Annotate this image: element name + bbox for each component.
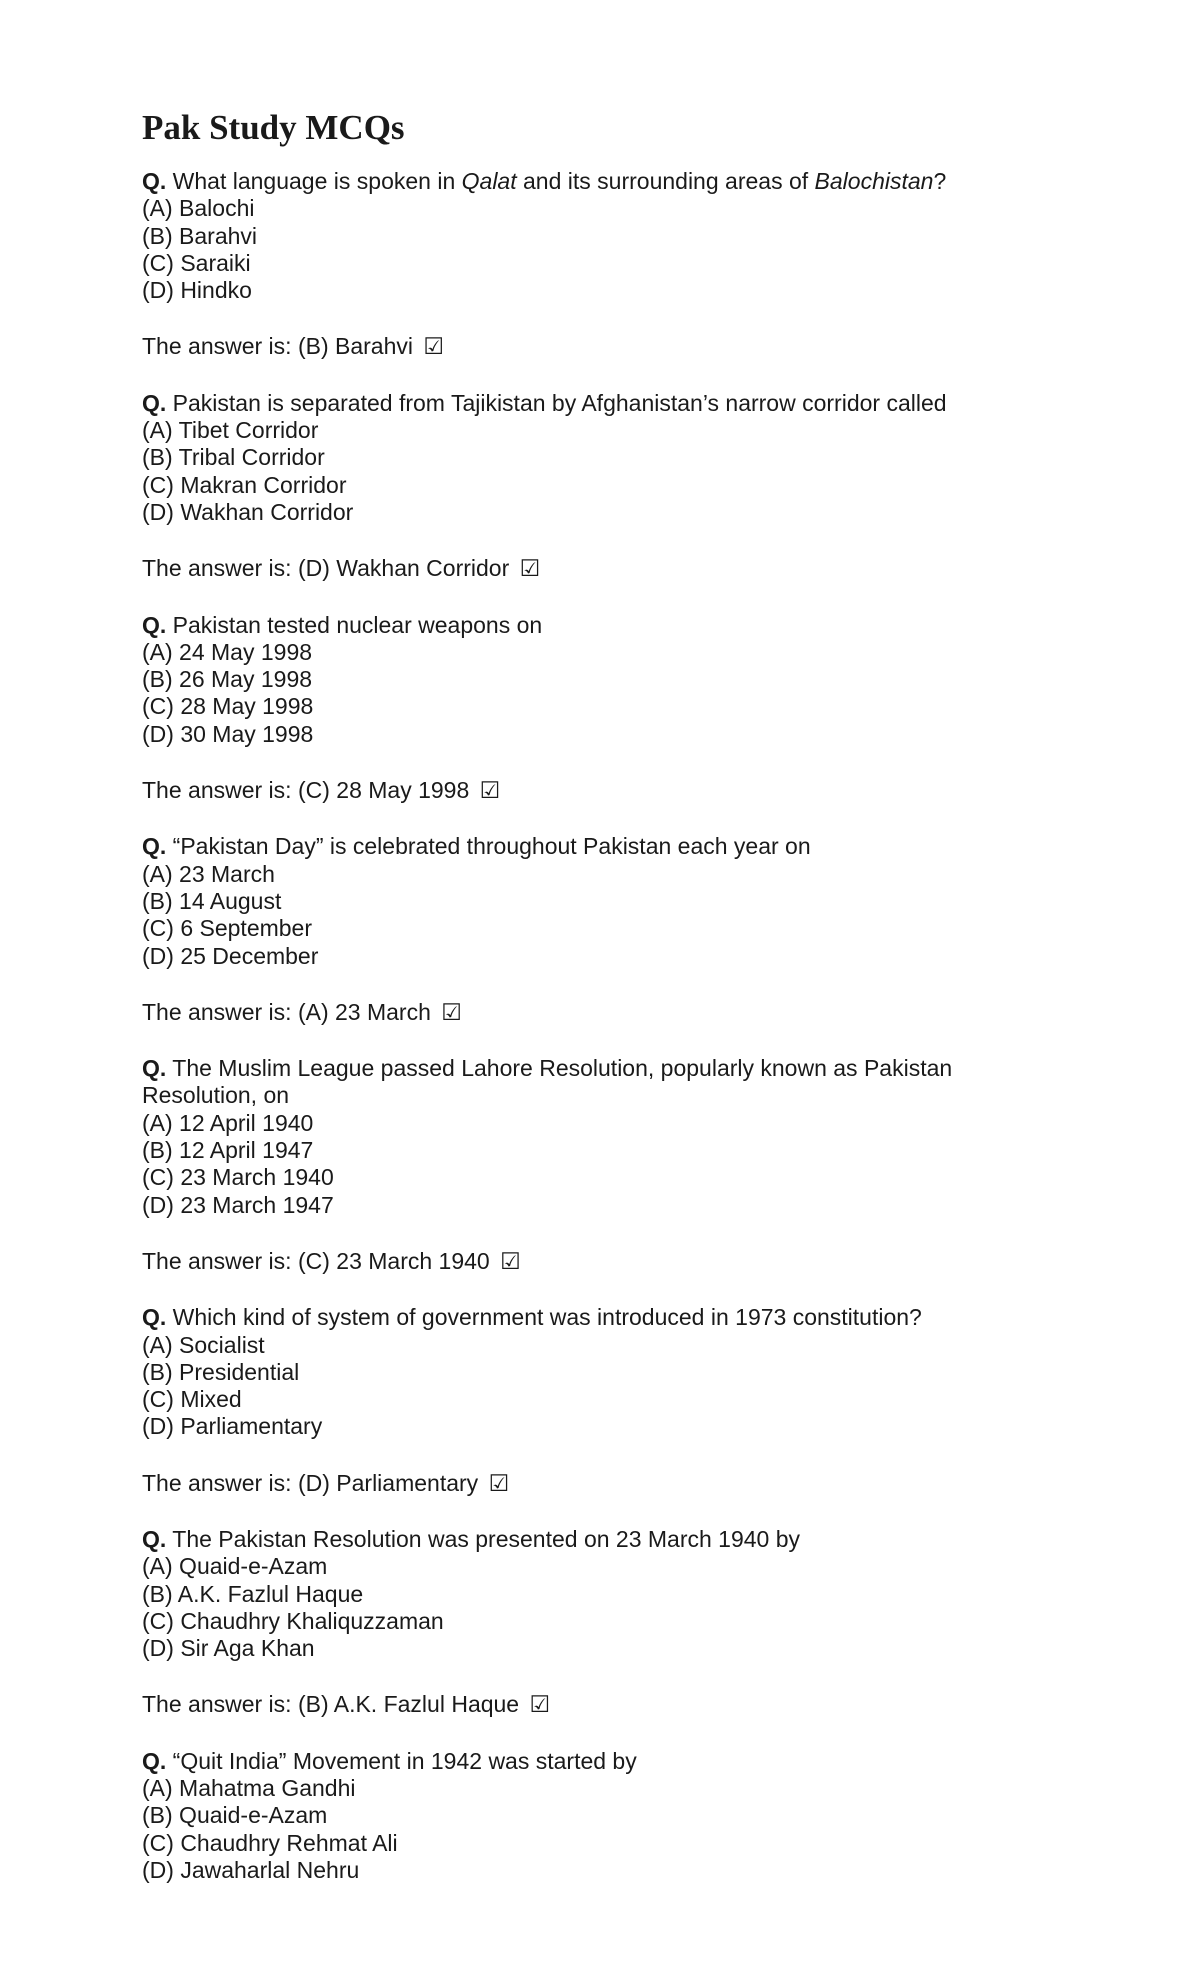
question-text-continued: Resolution, on bbox=[142, 1082, 290, 1109]
option-c: (C) Makran Corridor bbox=[142, 471, 347, 498]
option-d: (D) 25 December bbox=[142, 942, 319, 969]
question-prefix: Q. bbox=[142, 1055, 167, 1082]
question-text: Q. What language is spoken in Qalat and its surrounding areas of Balochistan? bbox=[142, 168, 947, 194]
checkbox-checked-icon: ☑ bbox=[441, 998, 462, 1025]
option-d: (D) Sir Aga Khan bbox=[142, 1635, 315, 1662]
answer-line: The answer is: (D) Wakhan Corridor ☑ bbox=[142, 555, 541, 582]
option-d: (D) Jawaharlal Nehru bbox=[142, 1856, 360, 1883]
option-c: (C) Chaudhry Rehmat Ali bbox=[142, 1829, 398, 1856]
option-c: (C) Saraiki bbox=[142, 249, 251, 276]
document-title: Pak Study MCQs bbox=[142, 108, 405, 147]
option-b: (B) 26 May 1998 bbox=[142, 666, 313, 693]
answer-line: The answer is: (A) 23 March ☑ bbox=[142, 998, 462, 1025]
option-b: (B) A.K. Fazlul Haque bbox=[142, 1580, 364, 1607]
question-prefix: Q. bbox=[142, 1525, 167, 1552]
question-text: Q. “Pakistan Day” is celebrated throughout Pakistan each year on bbox=[142, 833, 811, 860]
option-b: (B) Quaid-e-Azam bbox=[142, 1802, 328, 1829]
option-d: (D) Wakhan Corridor bbox=[142, 498, 354, 525]
answer-line: The answer is: (B) Barahvi ☑ bbox=[142, 333, 445, 360]
question-prefix: Q. bbox=[142, 168, 167, 194]
option-b: (B) 12 April 1947 bbox=[142, 1137, 314, 1164]
question-text: Q. Pakistan is separated from Tajikistan by Afghanistan’s narrow corridor called bbox=[142, 389, 947, 416]
question-prefix: Q. bbox=[142, 1747, 167, 1774]
option-c: (C) Mixed bbox=[142, 1386, 242, 1413]
option-b: (B) Tribal Corridor bbox=[142, 444, 325, 471]
option-d: (D) Hindko bbox=[142, 277, 252, 304]
checkbox-checked-icon: ☑ bbox=[519, 555, 541, 582]
option-a: (A) Tibet Corridor bbox=[142, 417, 319, 444]
checkbox-checked-icon: ☑ bbox=[500, 1247, 521, 1274]
question-3 bbox=[142, 612, 1102, 805]
answer-value: (A) 23 March bbox=[297, 998, 431, 1025]
checkbox-checked-icon: ☑ bbox=[529, 1691, 551, 1718]
question-text: Q. The Pakistan Resolution was presented on 23 March 1940 by bbox=[142, 1525, 801, 1552]
option-b: (B) Presidential bbox=[142, 1358, 300, 1385]
option-a: (A) Quaid-e-Azam bbox=[142, 1553, 328, 1580]
answer-value: (D) Parliamentary bbox=[297, 1469, 479, 1496]
answer-value: (B) Barahvi bbox=[297, 333, 413, 360]
option-a: (A) 23 March bbox=[142, 860, 275, 887]
question-prefix: Q. bbox=[142, 389, 167, 416]
option-c: (C) 6 September bbox=[142, 915, 313, 942]
option-d: (D) Parliamentary bbox=[142, 1413, 323, 1440]
option-a: (A) 24 May 1998 bbox=[142, 638, 313, 665]
answer-line: The answer is: (C) 23 March 1940 ☑ bbox=[142, 1247, 521, 1274]
option-c: (C) Chaudhry Khaliquzzaman bbox=[142, 1607, 444, 1634]
option-c: (C) 28 May 1998 bbox=[142, 693, 314, 720]
answer-value: (C) 23 March 1940 bbox=[297, 1247, 490, 1274]
question-text: Q. Which kind of system of government was introduced in 1973 constitution? bbox=[142, 1304, 922, 1331]
option-a: (A) Mahatma Gandhi bbox=[142, 1775, 356, 1802]
answer-value: (D) Wakhan Corridor bbox=[297, 555, 510, 582]
question-5 bbox=[142, 1055, 1102, 1275]
question-7 bbox=[142, 1526, 1102, 1719]
question-6 bbox=[142, 1304, 1102, 1497]
option-c: (C) 23 March 1940 bbox=[142, 1164, 334, 1191]
question-text: Q. Pakistan tested nuclear weapons on bbox=[142, 611, 543, 638]
answer-line: The answer is: (D) Parliamentary ☑ bbox=[142, 1469, 510, 1496]
answer-line: The answer is: (C) 28 May 1998 ☑ bbox=[142, 777, 501, 804]
option-b: (B) Barahvi bbox=[142, 222, 258, 249]
question-4 bbox=[142, 833, 1102, 1026]
option-a: (A) 12 April 1940 bbox=[142, 1109, 314, 1136]
question-1 bbox=[142, 168, 1102, 361]
question-prefix: Q. bbox=[142, 833, 167, 860]
question-8 bbox=[142, 1748, 1102, 1884]
answer-value: (C) 28 May 1998 bbox=[297, 777, 470, 804]
question-prefix: Q. bbox=[142, 1304, 167, 1331]
checkbox-checked-icon: ☑ bbox=[479, 777, 501, 804]
answer-value: (B) A.K. Fazlul Haque bbox=[297, 1691, 520, 1718]
checkbox-checked-icon: ☑ bbox=[488, 1469, 510, 1496]
checkbox-checked-icon: ☑ bbox=[423, 333, 445, 360]
question-2 bbox=[142, 390, 1102, 583]
option-b: (B) 14 August bbox=[142, 887, 282, 914]
document-page bbox=[142, 108, 1102, 1884]
option-a: (A) Socialist bbox=[142, 1331, 265, 1358]
answer-line: The answer is: (B) A.K. Fazlul Haque ☑ bbox=[142, 1691, 551, 1718]
option-d: (D) 30 May 1998 bbox=[142, 720, 314, 747]
question-text: Q. “Quit India” Movement in 1942 was started by bbox=[142, 1747, 637, 1774]
question-prefix: Q. bbox=[142, 611, 167, 638]
option-a: (A) Balochi bbox=[142, 195, 255, 222]
question-text: Q. The Muslim League passed Lahore Resolution, popularly known as Pakistan bbox=[142, 1055, 953, 1082]
option-d: (D) 23 March 1947 bbox=[142, 1191, 334, 1218]
